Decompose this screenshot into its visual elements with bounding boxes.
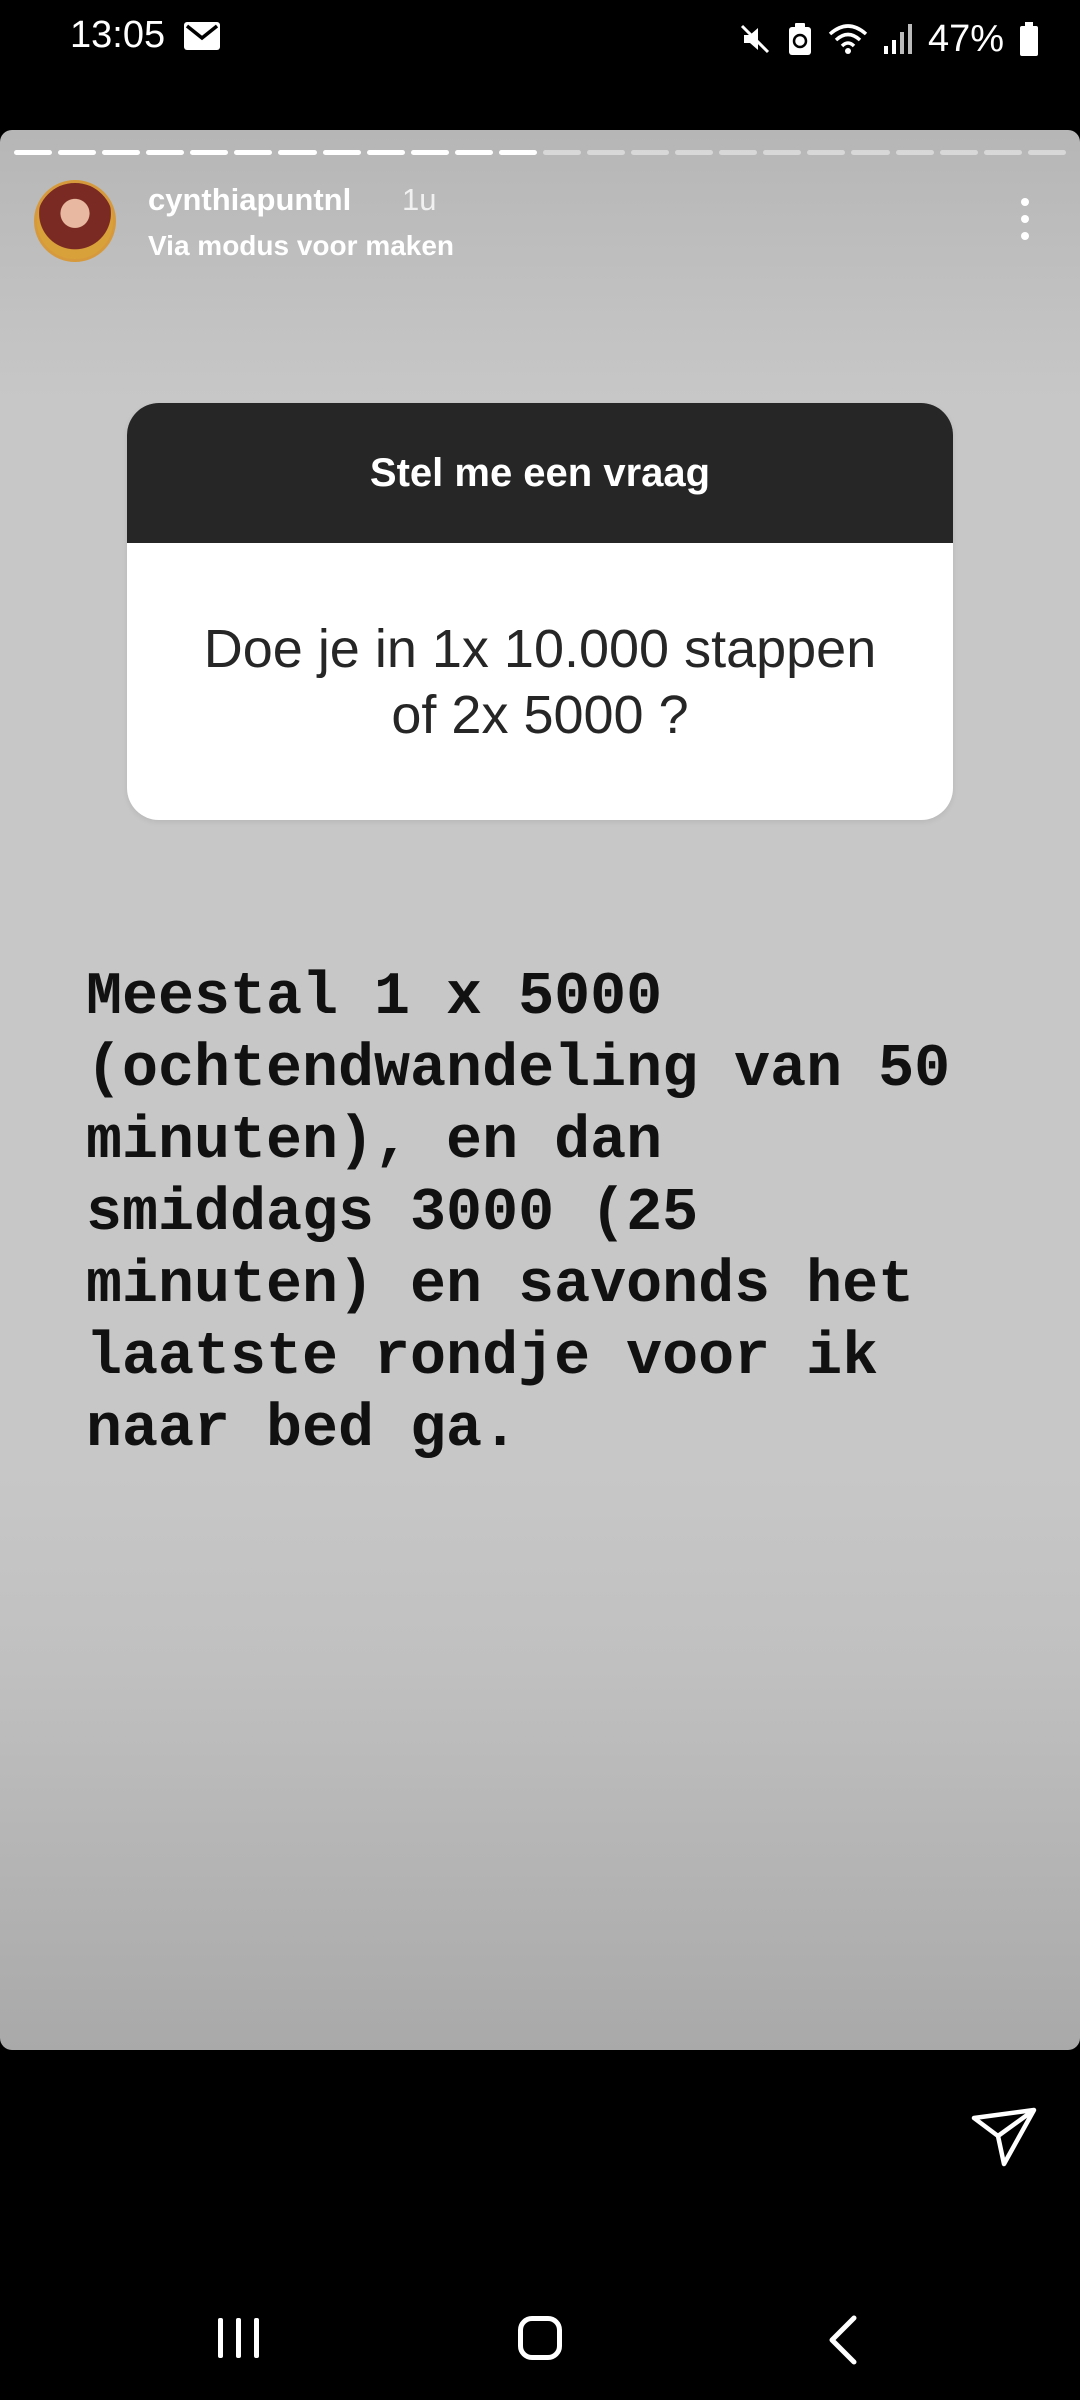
home-icon[interactable] [518, 2316, 562, 2360]
more-options-button[interactable] [1010, 194, 1040, 244]
story-progress-segment [984, 150, 1022, 155]
battery-percent: 47% [927, 17, 1004, 60]
answer-text: Meestal 1 x 5000 (ochtendwandeling van 50 minuten), en dan smiddags 3000 (25 minuten) en savonds het laatste rondje voor ik naar bed ga. [86, 964, 951, 1464]
status-icons [738, 14, 1040, 64]
avatar[interactable] [34, 180, 116, 262]
story-progress-segment [102, 150, 140, 155]
question-sticker-question: Doe je in 1x 10.000 stappen of 2x 5000 ? [203, 618, 877, 745]
status-time: 13:05 [70, 14, 166, 56]
mail-icon [184, 22, 220, 50]
question-sticker-header: Stel me een vraag [127, 403, 953, 543]
question-sticker[interactable] [127, 403, 953, 820]
story-frame[interactable] [0, 130, 1080, 2050]
story-progress-segment [851, 150, 889, 155]
more-vertical-icon [1021, 198, 1029, 206]
story-progress-segment [587, 150, 625, 155]
story-progress-segment [278, 150, 316, 155]
story-progress-segment [323, 150, 361, 155]
story-progress-segment [807, 150, 845, 155]
story-progress-segment [675, 150, 713, 155]
story-progress-segment [896, 150, 934, 155]
story-progress-segment [940, 150, 978, 155]
story-username[interactable]: cynthiapuntnl [148, 182, 352, 217]
story-progress-segment [411, 150, 449, 155]
story-progress-segment [543, 150, 581, 155]
story-progress-segment [58, 150, 96, 155]
mute-icon [738, 22, 772, 56]
wifi-icon [828, 22, 868, 56]
story-progress-segment [367, 150, 405, 155]
story-progress-segment [14, 150, 52, 155]
system-nav-bar [0, 2280, 1080, 2400]
story-progress-segment [763, 150, 801, 155]
story-progress-segment [499, 150, 537, 155]
story-progress-bar [14, 150, 1066, 155]
signal-icon [882, 22, 914, 56]
story-time-ago: 1u [402, 182, 437, 217]
story-progress-segment [146, 150, 184, 155]
story-progress-segment [631, 150, 669, 155]
story-progress-segment [719, 150, 757, 155]
data-saver-icon [786, 21, 814, 57]
battery-icon [1018, 21, 1040, 57]
back-icon[interactable] [820, 2312, 870, 2368]
story-subline[interactable]: Via modus voor maken [148, 230, 455, 261]
recents-icon[interactable] [214, 2318, 264, 2362]
story-progress-segment [1028, 150, 1066, 155]
send-icon[interactable] [964, 2096, 1044, 2176]
story-progress-segment [190, 150, 228, 155]
story-progress-segment [234, 150, 272, 155]
story-progress-segment [455, 150, 493, 155]
status-bar [0, 0, 1080, 80]
